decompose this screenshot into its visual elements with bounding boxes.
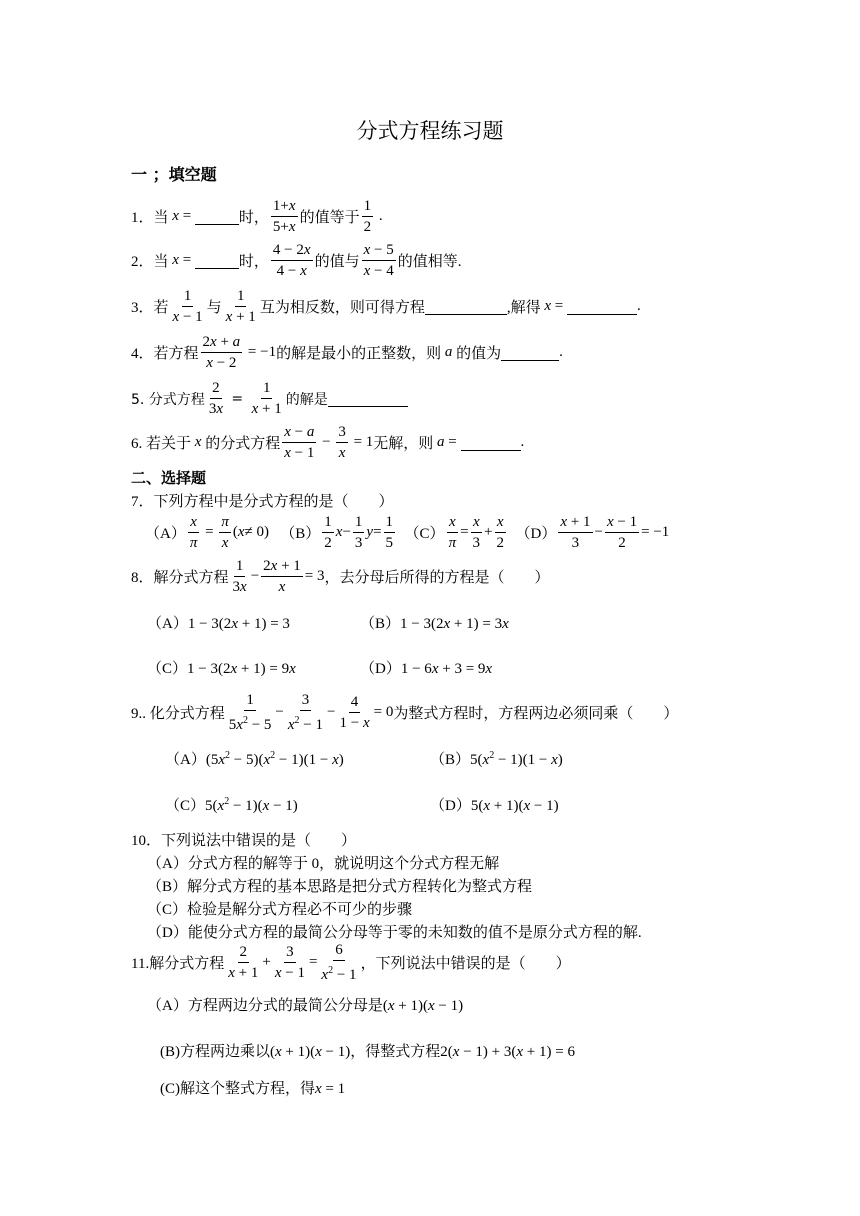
question-9-option-b: $(B)5(x^2 - 1)(1 - x)$ bbox=[430, 750, 563, 768]
section-multiple-choice: 二、选择题 bbox=[131, 469, 207, 487]
question-3: 3．若 $\frac{1}{x - 1}$ 与 $\frac{1}{x + 1}$ 互为相反数，则可得方程 ,解得 x = . bbox=[131, 288, 641, 325]
question-9-option-a: $(A)(5x^2 - 5)(x^2 - 1)(1 - x)$ bbox=[165, 750, 344, 768]
question-9-stem: 9.. 化分式方程 $\frac{1}{5x^2 - 5}$ − $\frac{3}{x^2 - 1}$ − $\frac{4}{1 - x}$ = 0 为整式方程时，方程两边必须同乘（ ） bbox=[131, 692, 679, 733]
question-11-option-a: （A）方程两边分式的最简公分母是(x + 1)(x − 1) bbox=[147, 998, 464, 1014]
question-9-option-c: $(C)5(x^2 - 1)(x - 1)$ bbox=[165, 796, 298, 814]
question-8-option-d: （D）1 − 6x + 3 = 9x bbox=[360, 661, 493, 677]
question-9-option-d: （D）5(x + 1)(x − 1) bbox=[430, 798, 559, 814]
question-7-stem: 7．下列方程中是分式方程的是（ ） bbox=[131, 494, 394, 510]
page-title: 分式方程练习题 bbox=[356, 119, 504, 143]
question-2: 2．当 x = 时， $\frac{4 - 2x}{4 - x}$ 的值与 $\frac{x - 5}{x - 4}$ 的值相等. bbox=[131, 242, 462, 279]
question-10-option-d: （D）能使分式方程的最简公分母等于零的未知数的值不是原分式方程的解. bbox=[147, 925, 642, 941]
question-8-option-a: （A）1 − 3(2x + 1) = 3 bbox=[147, 616, 290, 632]
question-11-option-b: (B)方程两边乘以(x + 1)(x − 1)，得整式方程2(x − 1) + 3(x + 1) = 6 bbox=[160, 1044, 575, 1060]
section-fill-blank: 一 ；填空题 bbox=[131, 165, 217, 184]
question-10-stem: 10．下列说法中错误的是（ ） bbox=[131, 833, 357, 849]
question-1: 1．当 x = 时， $\frac{1+x}{5+x}$ 的值等于 $\frac{1}{2}$ . bbox=[131, 198, 383, 235]
question-8-option-b: （B）1 − 3(2x + 1) = 3x bbox=[360, 616, 509, 632]
question-10-option-c: （C）检验是解分式方程必不可少的步骤 bbox=[147, 902, 413, 918]
question-4: 4．若方程 $\frac{2x + a}{x - 2}$ = −1 的解是最小的正整数，则 a 的值为 . bbox=[131, 334, 563, 371]
question-10-option-b: （B）解分式方程的基本思路是把分式方程转化为整式方程 bbox=[147, 879, 533, 895]
question-11-option-c: (C)解这个整式方程，得x = 1 bbox=[160, 1081, 346, 1097]
question-5: 5. 分式方程 $\frac{2}{3x}$ = $\frac{1}{x + 1}$ 的解是 bbox=[131, 378, 408, 419]
question-8-option-c: （C）1 − 3(2x + 1) = 9x bbox=[147, 661, 296, 677]
question-10-option-a: （A）分式方程的解等于 0，就说明这个分式方程无解 bbox=[147, 856, 500, 872]
question-8-stem: 8．解分式方程 $\frac{1}{3x}$ − $\frac{2x + 1}{x}$ = 3 ，去分母后所得的方程是（ ） bbox=[131, 558, 550, 595]
question-6: 6. 若关于 x 的分式方程 $\frac{x - a}{x - 1}$ − $\frac{3}{x}$ = 1 无解，则 a = . bbox=[131, 424, 525, 461]
question-11-stem: 11.解分式方程 $\frac{2}{x + 1}$ + $\frac{3}{x - 1}$ = $\frac{6}{x^2 - 1}$ ，下列说法中错误的是（ ） bbox=[131, 942, 571, 983]
question-7-options: （A） $\frac{x}{\pi}$ = $\frac{\pi}{x}$ ( x ≠ 0) （B） $\frac{1}{2}$ x − $\frac{1}{3}$ y = $\frac{1}{5}$ （C） $\frac{x}{\pi}$ = $\frac{x}{3}$ + $\frac{x}{2}$ （D） $\frac{x + 1}{3}$ − $\frac{x - 1}{2}$ = −1 bbox=[145, 514, 670, 551]
